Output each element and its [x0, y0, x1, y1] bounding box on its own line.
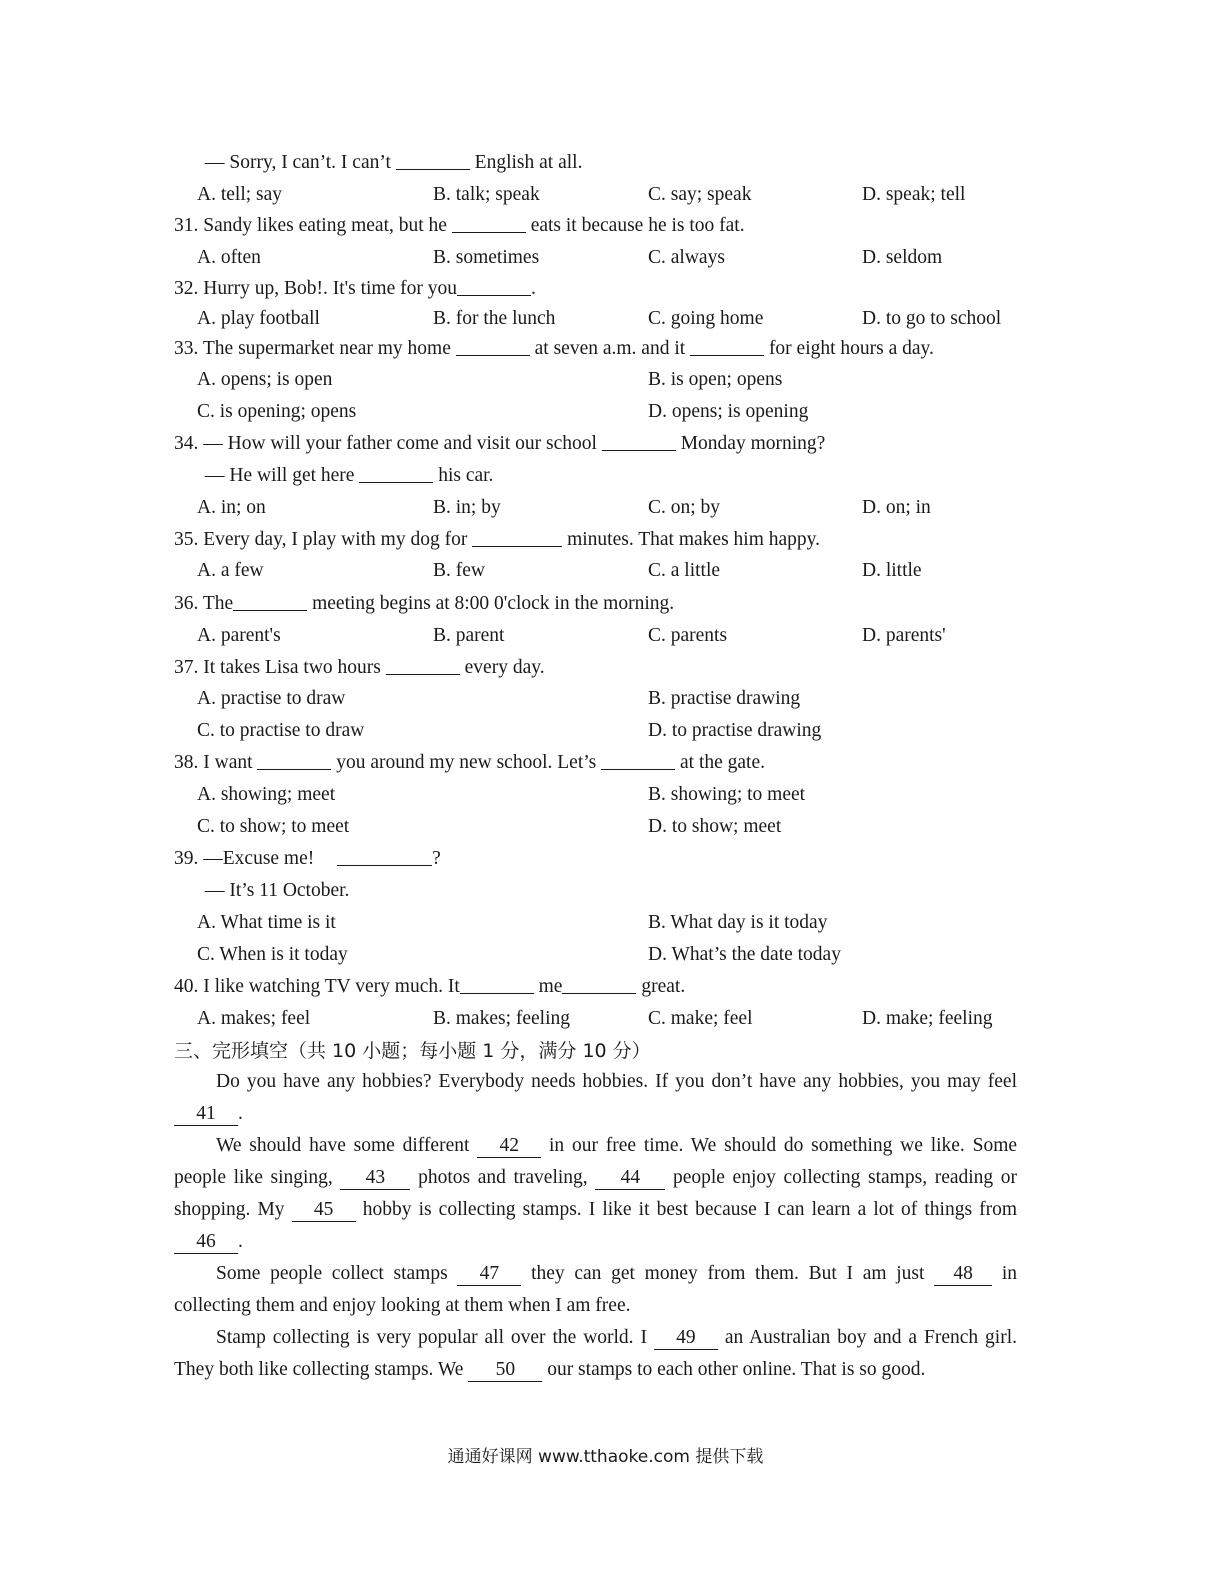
question-text: Monday morning?	[680, 433, 826, 454]
question-40	[174, 974, 685, 1000]
passage-text: an Australian boy and a French girl. They both like collecting stamps. We	[174, 1327, 1017, 1380]
option-b: B. makes; feeling	[433, 1008, 571, 1029]
option-a: A. What time is it	[197, 912, 336, 933]
answer-blank	[456, 337, 530, 356]
question-text: eats it because he is too fat.	[530, 215, 745, 236]
blank-47: 47	[457, 1263, 521, 1286]
answer-blank	[359, 464, 433, 483]
passage-paragraph-4	[174, 1322, 1017, 1386]
question-text: 40. I like watching TV very much. It	[174, 976, 460, 997]
question-39	[174, 846, 441, 872]
question-text: .	[530, 278, 536, 299]
question-34-reply	[205, 463, 493, 489]
option-d: D. make; feeling	[862, 1008, 993, 1029]
blank-43: 43	[340, 1167, 410, 1190]
passage-text: in our free time. We should do something we like. Some people like singing,	[174, 1135, 1018, 1188]
answer-blank	[602, 432, 676, 451]
option-a: A. often	[197, 247, 261, 268]
question-36	[174, 591, 674, 617]
passage-text: .	[238, 1231, 243, 1252]
question-text: at seven a.m. and it	[534, 338, 686, 359]
option-a: A. showing; meet	[197, 784, 336, 805]
option-b: B. What day is it today	[648, 912, 828, 933]
option-c: C. a little	[648, 560, 721, 581]
option-c: C. to show; to meet	[197, 816, 350, 837]
question-text: 39. —Excuse me!	[174, 848, 315, 869]
answer-blank	[396, 151, 470, 170]
blank-46: 46	[174, 1231, 238, 1254]
option-d: D. What’s the date today	[648, 944, 841, 965]
option-d: D. speak; tell	[862, 184, 966, 205]
option-d: D. on; in	[862, 497, 931, 518]
passage-text: Some people collect stamps	[216, 1263, 448, 1284]
section-heading: 三、完形填空（共 10 小题；每小题 1 分，满分 10 分）	[174, 1040, 651, 1062]
question-text: every day.	[464, 657, 545, 678]
blank-41: 41	[174, 1103, 238, 1126]
option-b: B. for the lunch	[433, 308, 556, 329]
question-text: 32. Hurry up, Bob!. It's time for you	[174, 278, 457, 299]
option-a: A. tell; say	[197, 184, 283, 205]
option-d: D. opens; is opening	[648, 401, 809, 422]
passage-text: in collecting them and enjoy looking at them when I am free.	[174, 1263, 1018, 1316]
question-30-line	[205, 150, 582, 176]
option-b: B. is open; opens	[648, 369, 783, 390]
question-text: — Sorry, I can’t. I can’t	[205, 152, 391, 173]
passage-paragraph-3	[174, 1258, 1017, 1322]
option-a: A. play football	[197, 308, 320, 329]
option-b: B. few	[433, 560, 485, 581]
option-d: D. parents'	[862, 625, 946, 646]
passage-text: photos and traveling,	[418, 1167, 588, 1188]
question-32	[174, 276, 536, 302]
question-text: for eight hours a day.	[768, 338, 934, 359]
passage-text: .	[238, 1103, 243, 1124]
option-c: C. is opening; opens	[197, 401, 357, 422]
passage-text: our stamps to each other online. That is so good.	[547, 1359, 926, 1380]
option-c: C. parents	[648, 625, 728, 646]
option-a: A. parent's	[197, 625, 281, 646]
option-a: A. practise to draw	[197, 688, 346, 709]
passage-text: people enjoy collecting stamps, reading or shopping. My	[174, 1167, 1018, 1220]
question-text: me	[538, 976, 563, 997]
blank-45: 45	[292, 1199, 356, 1222]
option-c: C. make; feel	[648, 1008, 753, 1029]
question-39-reply: — It’s 11 October.	[205, 880, 350, 901]
option-b: B. in; by	[433, 497, 501, 518]
question-text: 37. It takes Lisa two hours	[174, 657, 381, 678]
option-a: A. in; on	[197, 497, 266, 518]
question-text: 35. Every day, I play with my dog for	[174, 529, 468, 550]
option-a: A. opens; is open	[197, 369, 333, 390]
answer-blank	[386, 656, 460, 675]
option-c: C. to practise to draw	[197, 720, 365, 741]
answer-blank	[233, 592, 307, 611]
question-38	[174, 750, 765, 776]
answer-blank	[601, 751, 675, 770]
question-text: 38. I want	[174, 752, 253, 773]
question-text: ?	[432, 848, 441, 869]
passage-text: Do you have any hobbies? Everybody needs hobbies. If you don’t have any hobbies, you may feel	[216, 1071, 1017, 1092]
passage-text: hobby is collecting stamps. I like it best because I can learn a lot of things from	[362, 1199, 1018, 1220]
question-31	[174, 213, 745, 239]
option-b: B. showing; to meet	[648, 784, 806, 805]
question-text: you around my new school. Let’s	[336, 752, 597, 773]
passage-text: We should have some different	[216, 1135, 470, 1156]
question-35	[174, 527, 820, 553]
question-34	[174, 431, 825, 457]
option-d: D. little	[862, 560, 922, 581]
option-c: C. on; by	[648, 497, 721, 518]
answer-blank	[257, 751, 331, 770]
option-d: D. to go to school	[862, 308, 1002, 329]
question-text: his car.	[438, 465, 494, 486]
option-d: D. to practise drawing	[648, 720, 822, 741]
answer-blank	[460, 975, 534, 994]
answer-blank	[457, 277, 531, 296]
option-d: D. seldom	[862, 247, 943, 268]
option-c: C. always	[648, 247, 725, 268]
blank-44: 44	[595, 1167, 665, 1190]
option-c: C. going home	[648, 308, 764, 329]
question-text: 33. The supermarket near my home	[174, 338, 451, 359]
answer-blank	[452, 214, 526, 233]
answer-blank	[337, 847, 432, 866]
question-text: English at all.	[474, 152, 583, 173]
option-b: B. parent	[433, 625, 505, 646]
option-c: C. When is it today	[197, 944, 348, 965]
option-d: D. to show; meet	[648, 816, 782, 837]
blank-48: 48	[934, 1263, 992, 1286]
question-text: 31. Sandy likes eating meat, but he	[174, 215, 447, 236]
question-text: minutes. That makes him happy.	[567, 529, 821, 550]
option-b: B. practise drawing	[648, 688, 801, 709]
passage-text: they can get money from them. But I am just	[531, 1263, 925, 1284]
question-text: — He will get here	[205, 465, 355, 486]
question-text: 36. The	[174, 593, 234, 614]
option-b: B. talk; speak	[433, 184, 540, 205]
question-text: 34. — How will your father come and visit our school	[174, 433, 597, 454]
question-37	[174, 655, 545, 681]
passage-text: Stamp collecting is very popular all over the world. I	[216, 1327, 647, 1348]
page-footer: 通通好课网 www.tthaoke.com 提供下载	[447, 1447, 764, 1467]
passage-paragraph-2	[174, 1130, 1017, 1258]
blank-50: 50	[468, 1359, 542, 1382]
blank-49: 49	[654, 1327, 718, 1350]
question-33	[174, 336, 934, 362]
option-b: B. sometimes	[433, 247, 540, 268]
blank-42: 42	[477, 1135, 541, 1158]
answer-blank	[472, 528, 562, 547]
answer-blank	[562, 975, 636, 994]
passage-paragraph-1	[174, 1066, 1017, 1130]
question-text: meeting begins at 8:00 0'clock in the morning.	[312, 593, 675, 614]
option-a: A. makes; feel	[197, 1008, 311, 1029]
question-text: great.	[641, 976, 686, 997]
option-a: A. a few	[197, 560, 264, 581]
answer-blank	[690, 337, 764, 356]
question-text: at the gate.	[680, 752, 765, 773]
option-c: C. say; speak	[648, 184, 752, 205]
